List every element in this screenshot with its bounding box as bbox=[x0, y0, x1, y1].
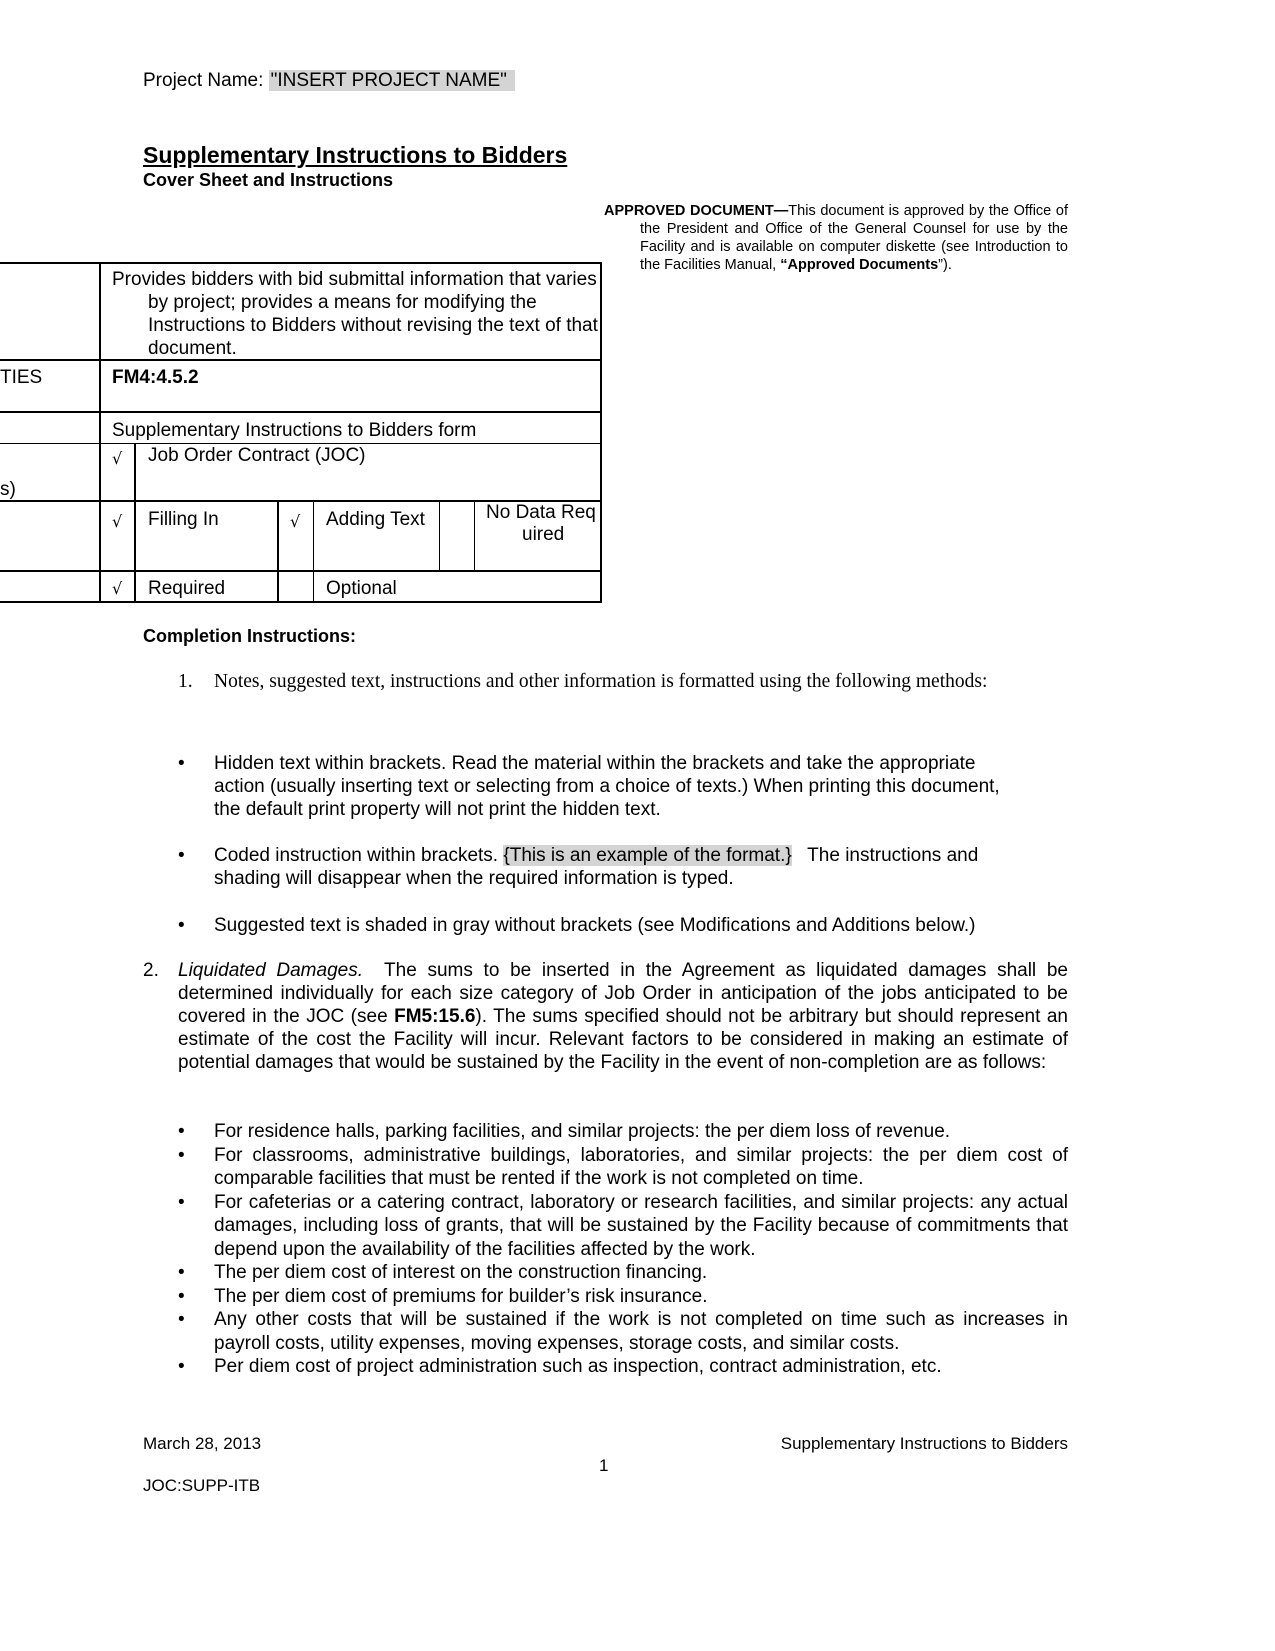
project-types-label: s) bbox=[0, 479, 16, 500]
bullet-icon: • bbox=[178, 845, 185, 866]
row-form bbox=[0, 413, 602, 444]
col-divider bbox=[134, 502, 136, 570]
col-divider bbox=[134, 572, 136, 601]
no-data-label: No Data Required bbox=[486, 502, 596, 545]
row-responsibilities bbox=[0, 361, 602, 413]
coded-example-field[interactable]: {This is an example of the format.} bbox=[503, 845, 792, 866]
damages-list bbox=[178, 1120, 1068, 1379]
optional-label: Optional bbox=[326, 578, 397, 599]
completion-instructions-heading: Completion Instructions: bbox=[143, 626, 356, 646]
form-name: Supplementary Instructions to Bidders form bbox=[112, 420, 477, 441]
adding-text-checkbox[interactable]: √ bbox=[290, 512, 301, 531]
responsibilities-ref: FM4:4.5.2 bbox=[112, 367, 199, 388]
item-body bbox=[178, 959, 1074, 1074]
col-divider bbox=[277, 572, 279, 601]
footer-doc-title: Supplementary Instructions to Bidders bbox=[780, 1434, 1068, 1453]
bullet-text: The instructions and bbox=[791, 845, 979, 866]
list-item bbox=[178, 1285, 1068, 1309]
item-number: 2. bbox=[143, 960, 159, 981]
bullet-icon: • bbox=[178, 1144, 185, 1166]
col-divider bbox=[277, 502, 279, 570]
item-title: Liquidated Damages. bbox=[178, 960, 363, 981]
bullet-line: action (usually inserting text or selecting from a choice of texts.) When printing this document, bbox=[214, 776, 1000, 797]
instruction-item-2 bbox=[143, 959, 1074, 1074]
item-number: 1. bbox=[178, 671, 193, 692]
bullet-line: the default print property will not print the hidden text. bbox=[214, 799, 661, 820]
filling-in-label: Filling In bbox=[148, 509, 219, 530]
footer-doc-code: JOC:SUPP-ITB bbox=[143, 1476, 261, 1495]
col-divider bbox=[99, 444, 101, 500]
project-name-field[interactable]: "INSERT PROJECT NAME" bbox=[269, 70, 515, 91]
list-item bbox=[178, 1191, 1068, 1262]
page-number: 1 bbox=[599, 1456, 609, 1475]
col-divider bbox=[99, 262, 101, 359]
fm-reference: FM5:15.6 bbox=[394, 1006, 476, 1027]
filling-in-checkbox[interactable]: √ bbox=[112, 512, 123, 531]
bullet-icon: • bbox=[178, 1356, 185, 1377]
project-name-line bbox=[143, 70, 515, 92]
purpose-text: Provides bidders with bid submittal information that varies by project; provides a means for modifying the Instructions to Bidders without revising the text of that document. bbox=[112, 269, 598, 359]
joc-checkbox[interactable]: √ bbox=[112, 449, 123, 468]
required-label: Required bbox=[148, 578, 226, 599]
bullet-icon: • bbox=[178, 1285, 185, 1307]
required-checkbox[interactable]: √ bbox=[112, 579, 123, 598]
col-divider bbox=[439, 502, 440, 570]
list-item-text: For residence halls, parking facilities, and similar projects: the per diem loss of revenue. bbox=[214, 1121, 951, 1142]
row-project-types bbox=[0, 444, 602, 502]
list-item bbox=[178, 1308, 1068, 1355]
footer-date: March 28, 2013 bbox=[143, 1434, 262, 1453]
col-divider bbox=[99, 361, 101, 411]
project-name-label: Project Name: bbox=[143, 70, 264, 91]
bullet-line bbox=[214, 844, 978, 867]
adding-text-label: Adding Text bbox=[326, 509, 425, 530]
bullet-icon: • bbox=[178, 915, 185, 936]
list-item bbox=[178, 1144, 1068, 1191]
document-title: Supplementary Instructions to Bidders bbox=[143, 142, 568, 168]
bullet-icon: • bbox=[178, 1121, 185, 1142]
bullet-icon: • bbox=[178, 1309, 185, 1330]
bullet-line: Hidden text within brackets. Read the material within the brackets and take the appropriate bbox=[214, 753, 976, 774]
responsibilities-label: TIES bbox=[0, 367, 43, 388]
approved-ref: “Approved Documents bbox=[780, 257, 939, 273]
bullet-icon: • bbox=[178, 1191, 185, 1213]
bullet-icon: • bbox=[178, 753, 185, 774]
bullet-line: shading will disappear when the required information is typed. bbox=[214, 868, 734, 889]
list-item bbox=[178, 1261, 1068, 1285]
row-purpose bbox=[0, 262, 602, 361]
list-item-text: Per diem cost of project administration such as inspection, contract administration, etc. bbox=[214, 1356, 942, 1377]
col-divider bbox=[313, 572, 314, 601]
item-text: Notes, suggested text, instructions and other information is formatted using the following methods: bbox=[214, 671, 988, 692]
list-item bbox=[178, 1355, 1068, 1379]
approved-tail: ”). bbox=[938, 257, 952, 273]
list-item bbox=[178, 1120, 1068, 1144]
col-divider bbox=[99, 572, 101, 601]
bullet-icon: • bbox=[178, 1262, 185, 1283]
approved-text: This document is approved by the Office of the President and Office of the General Counsel for use by the Facility and is available on computer diskette (see Introduction to the Facilities Manual, bbox=[640, 203, 1068, 273]
col-divider bbox=[134, 444, 136, 500]
list-item-text: For cafeterias or a catering contract, laboratory or research facilities, and similar projects: any actual damages, including loss of grants, that will be sustained by the Facility because of commitments that depend upon the availability of the facilities affected by the work. bbox=[214, 1191, 1068, 1260]
col-divider bbox=[474, 502, 475, 570]
instruction-item-1 bbox=[178, 671, 988, 693]
list-item-text: The per diem cost of interest on the construction financing. bbox=[214, 1262, 708, 1283]
row-completion-method bbox=[0, 502, 602, 572]
approved-lead: APPROVED DOCUMENT— bbox=[604, 203, 789, 219]
bullet-text: Coded instruction within brackets. bbox=[214, 845, 504, 866]
list-item-text: The per diem cost of premiums for builder’s risk insurance. bbox=[214, 1285, 708, 1307]
approved-document-note bbox=[604, 202, 1068, 274]
item-text: ). The sums specified should not be arbitrary but should represent an estimate of the cost the Facility will incur. Relevant factors to be considered in making an estimate of potential damages that would be sustained by the Facility in the event of non-completion are as follows: bbox=[178, 1006, 1068, 1073]
list-item-text: For classrooms, administrative buildings, laboratories, and similar projects: the per diem cost of comparable facilities that must be rented if the work is not completed on time. bbox=[214, 1144, 1068, 1189]
col-divider bbox=[99, 413, 101, 443]
document-subtitle: Cover Sheet and Instructions bbox=[143, 170, 394, 190]
joc-label: Job Order Contract (JOC) bbox=[148, 445, 366, 466]
col-divider bbox=[313, 502, 314, 570]
col-divider bbox=[99, 502, 101, 570]
bullet-line: Suggested text is shaded in gray without brackets (see Modifications and Additions below.) bbox=[214, 915, 976, 936]
item-text: The sums to be inserted in the Agreement as liquidated damages shall be determined individually for each size category of Job Order in anticipation of the jobs anticipated to be covered in the JOC (see bbox=[178, 960, 1074, 1027]
row-requirement bbox=[0, 572, 602, 603]
list-item-text: Any other costs that will be sustained if the work is not completed on time such as increases in payroll costs, utility expenses, moving expenses, storage costs, and similar costs. bbox=[214, 1309, 1068, 1354]
